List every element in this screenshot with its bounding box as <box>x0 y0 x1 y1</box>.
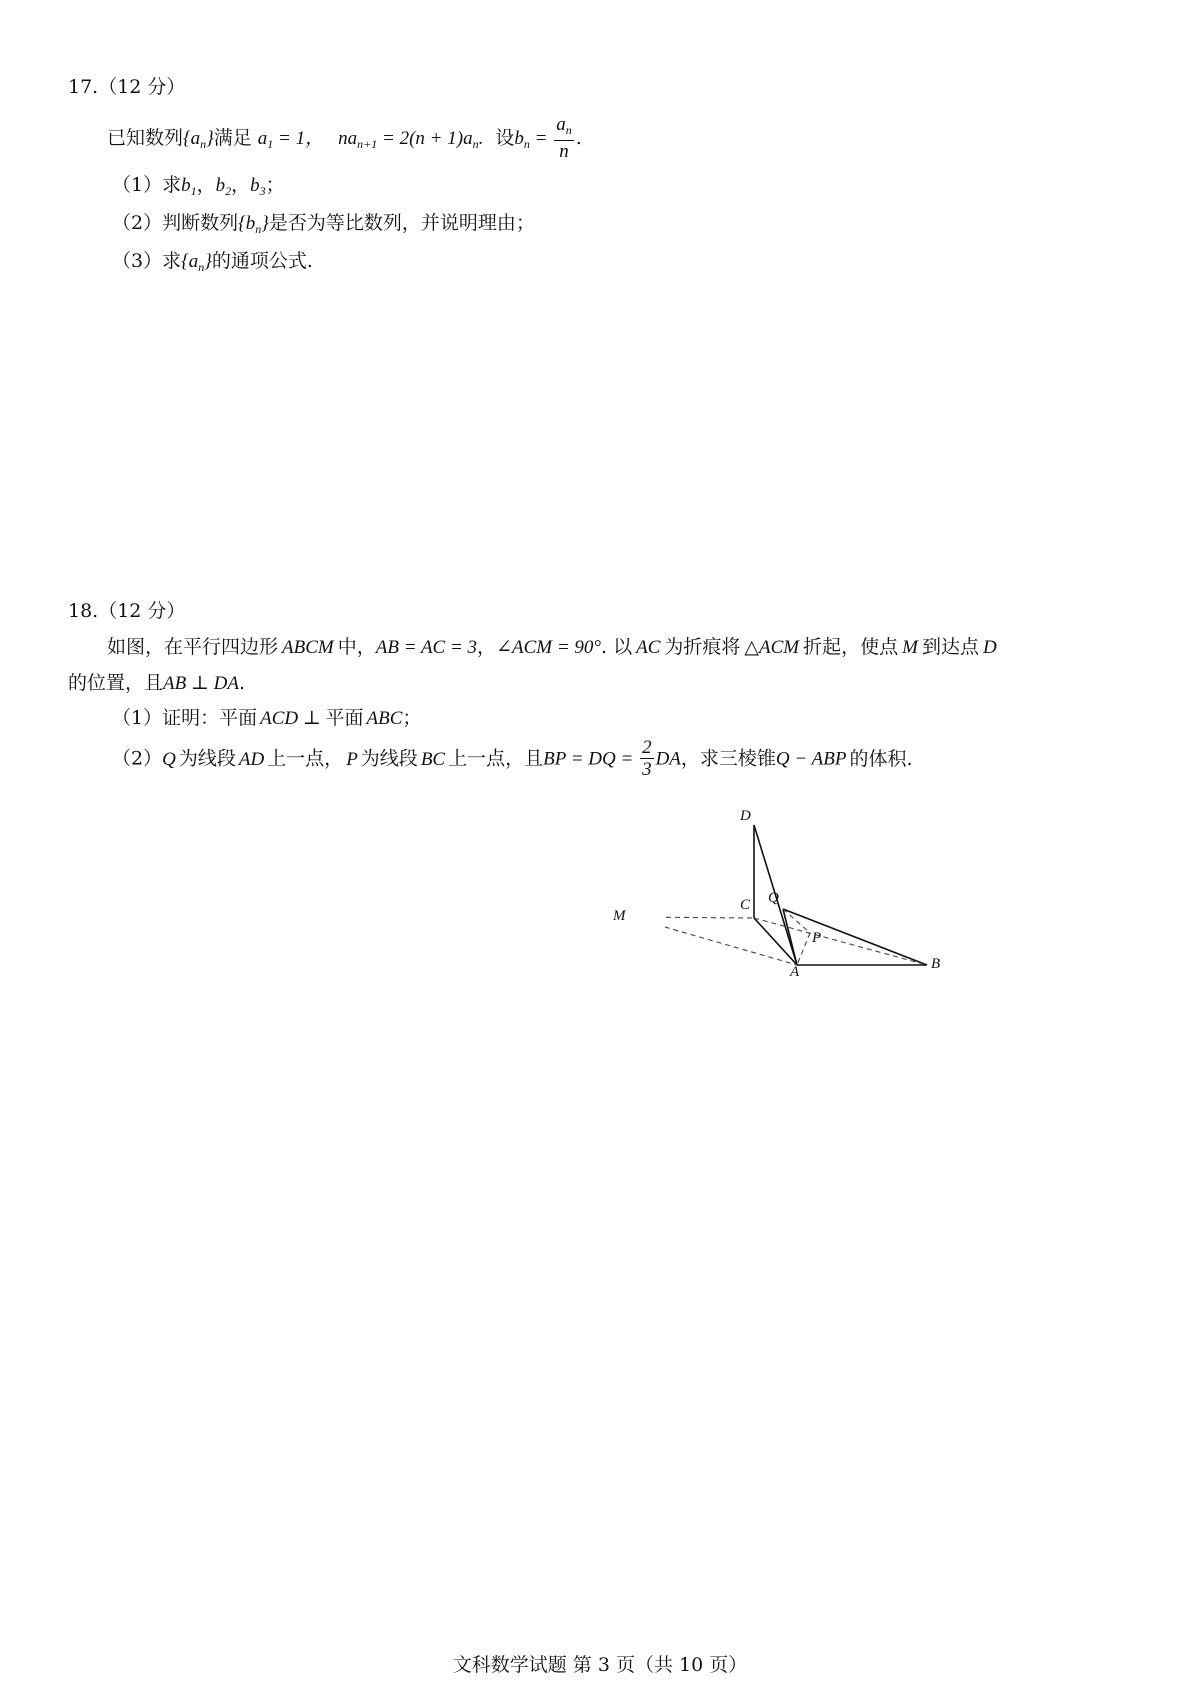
page-footer: 文科数学试题 第 3 页（共 10 页） <box>452 1654 748 1676</box>
q18-ac: AC <box>636 637 661 658</box>
q17-sep1: ， <box>196 174 216 196</box>
label-A: A <box>790 964 800 980</box>
q18-part1 <box>112 703 421 730</box>
q17-part2-rest: 是否为等比数列，并说明理由； <box>268 212 535 234</box>
q18-pyramid: Q − ABP <box>775 748 847 770</box>
q18-m: M <box>902 637 918 658</box>
q17-seq-a2: $\{a_n\}$ <box>181 251 212 274</box>
q17-satisfy: 满足 <box>213 127 252 149</box>
q18-p: P <box>346 748 358 770</box>
q18-abcm: ABCM <box>282 637 334 658</box>
q17-part2-label: （2）判断数列 <box>112 212 239 234</box>
edge-QP-dashed <box>783 909 810 933</box>
q17-cond1: $a_1 = 1$， <box>257 128 325 151</box>
q17-part2 <box>112 208 535 237</box>
q17-part3 <box>112 246 313 275</box>
q18-two-thirds: $\frac{2}{3}$ <box>642 737 652 780</box>
q17-seq-b: $\{b_n\}$ <box>238 213 269 236</box>
edge-CB-dashed <box>754 918 927 965</box>
q17-fraction: $\frac{a_n}{n}$ <box>556 114 572 162</box>
q18-bp-dq: BP = DQ = <box>543 748 639 770</box>
q18-perp: AB ⊥ DA <box>163 673 239 694</box>
label-P: P <box>812 930 822 946</box>
q18-da: DA <box>655 748 681 770</box>
q17-part1 <box>112 170 285 199</box>
label-C: C <box>740 897 751 913</box>
q18-part1-label: （1）证明：平面 <box>112 707 258 729</box>
edge-MC-dashed <box>665 917 754 918</box>
q18-perp-sym: ⊥ <box>298 708 326 729</box>
q17-part3-label: （3）求 <box>112 250 182 272</box>
q17-b1: $b_1$ <box>181 175 197 198</box>
q18-q: Q <box>162 748 176 770</box>
q18-stem-line1: 如图，在平行四边形 ABCM 中，AB = AC = 3，∠ACM = 90°. 以 AC 为折痕将 △ACM 折起，使点 M 到达点 D <box>107 636 997 658</box>
q17-part1-label: （1）求 <box>112 174 182 196</box>
label-B: B <box>931 956 941 972</box>
edge-MA-dashed <box>665 917 797 965</box>
q17-b2: $b_2$ <box>215 175 232 198</box>
q17-stem-prefix: 已知数列 <box>107 127 184 149</box>
q18-heading: 18.（12 分） <box>68 600 186 622</box>
q18-part1-end: ； <box>402 707 422 729</box>
q17-def-b: $b_n$ = <box>514 128 553 151</box>
q18-ad: AD <box>238 748 265 770</box>
q18-geometry-figure <box>665 815 1045 990</box>
q17-stem <box>107 115 582 163</box>
q18-angle: ∠ACM = 90° <box>496 637 602 658</box>
q18-d: D <box>982 637 997 658</box>
q18-stem-line2: 的位置，且AB ⊥ DA. <box>68 672 245 694</box>
q18-acd: ACD <box>260 708 299 729</box>
q18-tri: △ACM <box>744 637 800 658</box>
q18-part2: （2）Q 为线段 AD 上一点， P 为线段 BC 上一点，且BP = DQ = $\frac{2}{3}$ DA，求三棱锥Q − ABP 的体积. <box>112 737 913 780</box>
q17-part1-end: ； <box>265 174 285 196</box>
q17-part3-rest: 的通项公式. <box>211 250 313 272</box>
edge-QB <box>783 909 927 965</box>
edge-PA-dashed <box>797 933 810 965</box>
label-Q: Q <box>768 890 779 906</box>
q18-abc: ABC <box>366 708 403 729</box>
q17-def-end: . <box>575 127 582 149</box>
q17-heading: 17.（12 分） <box>68 76 186 98</box>
q18-eq1: AB = AC = 3 <box>375 637 478 658</box>
q18-bc: BC <box>420 748 446 770</box>
q17-seq-a: $\{a_n\}$ <box>183 128 214 151</box>
label-M: M <box>613 908 626 924</box>
label-D: D <box>740 808 751 824</box>
q17-b3: $b_3$ <box>250 175 266 198</box>
q17-set: 设 <box>495 127 515 149</box>
q17-cond2: $na_{n+1} = 2(n + 1)a_n$. <box>338 128 484 151</box>
q18-plane2: 平面 <box>325 707 364 729</box>
q17-sep2: ， <box>231 174 251 196</box>
